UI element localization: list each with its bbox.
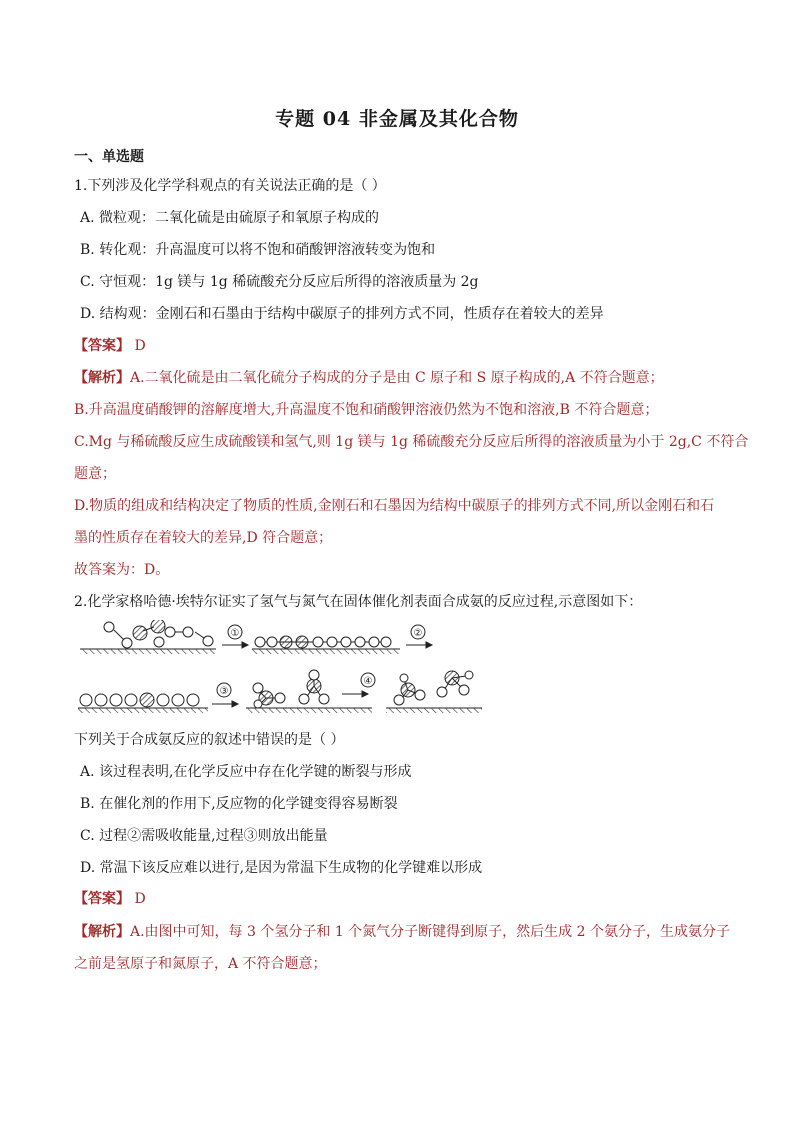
q2-option-b: B. 在催化剂的作用下,反应物的化学键变得容易断裂	[80, 796, 398, 812]
q1-analysis-text: A.二氧化硫是由二氧化硫分子构成的分子是由 C 原子和 S 原子构成的,A 不符合题意；	[130, 370, 664, 386]
q2-answer	[74, 889, 146, 909]
catalyst-surface-5	[386, 708, 482, 713]
q1-analysis-line: B.升高温度硝酸钾的溶解度增大,升高温度不饱和硝酸钾溶液仍然为不饱和溶液,B 不符合题意；	[74, 402, 659, 418]
hydrogen-atom	[203, 636, 213, 646]
q1-analysis-line: 墨的性质存在着较大的差异,D 符合题意；	[74, 530, 333, 546]
q1-analysis-line: D.物质的组成和结构决定了物质的性质,金刚石和石墨因为结构中碳原子的排列方式不同,所以金刚石和石	[74, 498, 715, 514]
q1-option-b: B. 转化观：升高温度可以将不饱和硝酸钾溶液转变为饱和	[80, 242, 436, 258]
arrow-step-3	[212, 683, 238, 707]
arrow-step-1	[222, 625, 248, 648]
catalyst-surface-2	[252, 649, 400, 654]
q1-option-c: C. 守恒观：1g 镁与 1g 稀硫酸充分反应后所得的溶液质量为 2g	[80, 274, 479, 290]
hydrogen-atom	[122, 638, 132, 648]
q2-analysis-line	[74, 922, 730, 942]
q2-analysis-text: A.由图中可知，每 3 个氢分子和 1 个氮气分子断键得到原子，然后生成 2 个氨分子，生成氨分子	[130, 924, 730, 940]
q2-option-d: D. 常温下该反应难以进行,是因为常温下生成物的化学键难以形成	[80, 860, 483, 876]
q2-stem: 2.化学家格哈德·埃特尔证实了氢气与氮气在固体催化剂表面合成氨的反应过程,示意图如下：	[74, 594, 643, 610]
nitrogen-atom	[151, 620, 165, 633]
q1-answer	[74, 336, 146, 356]
arrow-step-4	[342, 673, 375, 697]
q2-question: 下列关于合成氨反应的叙述中错误的是（ ）	[74, 732, 345, 748]
nitrogen-atom	[133, 626, 147, 640]
svg-text:③: ③	[219, 686, 229, 697]
q1-answer-value: D	[134, 338, 146, 354]
hydrogen-atom	[154, 637, 164, 647]
q2-analysis-label: 【解析】	[74, 924, 130, 940]
svg-text:④: ④	[363, 676, 373, 687]
q1-answer-label: 【答案】	[74, 338, 130, 354]
q2-option-c: C. 过程②需吸收能量,过程③则放出能量	[80, 828, 328, 844]
q2-option-a: A. 该过程表明,在化学反应中存在化学键的断裂与形成	[80, 764, 412, 780]
q1-analysis-line	[74, 368, 664, 388]
hydrogen-atom	[104, 622, 114, 632]
q1-stem: 1.下列涉及化学学科观点的有关说法正确的是（ ）	[74, 178, 386, 194]
catalyst-surface-4	[246, 708, 372, 713]
q1-conclusion: 故答案为：D。	[74, 562, 170, 578]
q2-analysis-line: 之前是氢原子和氮原子，A 不符合题意；	[74, 956, 327, 972]
hydrogen-atom	[183, 627, 193, 637]
q1-option-d: D. 结构观：金刚石和石墨由于结构中碳原子的排列方式不同，性质存在着较大的差异	[80, 306, 604, 322]
page-title: 专题 04 非金属及其化合物	[275, 108, 519, 130]
svg-text:②: ②	[413, 628, 423, 639]
catalyst-surface-1	[80, 649, 216, 654]
arrow-step-2	[406, 625, 432, 648]
svg-text:①: ①	[230, 628, 240, 639]
reaction-diagram	[74, 620, 494, 722]
q2-answer-label: 【答案】	[74, 891, 130, 907]
q1-option-a: A. 微粒观：二氧化硫是由硫原子和氧原子构成的	[80, 210, 380, 226]
q1-analysis-line: C.Mg 与稀硫酸反应生成硫酸镁和氢气,则 1g 镁与 1g 稀硫酸充分反应后所得的溶液质量为小于 2g,C 不符合	[74, 434, 749, 450]
hydrogen-atom	[165, 627, 175, 637]
q2-answer-value: D	[134, 891, 146, 907]
q1-analysis-line: 题意；	[74, 466, 116, 482]
catalyst-surface-3	[78, 708, 208, 713]
section-heading: 一、单选题	[74, 149, 144, 165]
q1-analysis-label: 【解析】	[74, 370, 130, 386]
